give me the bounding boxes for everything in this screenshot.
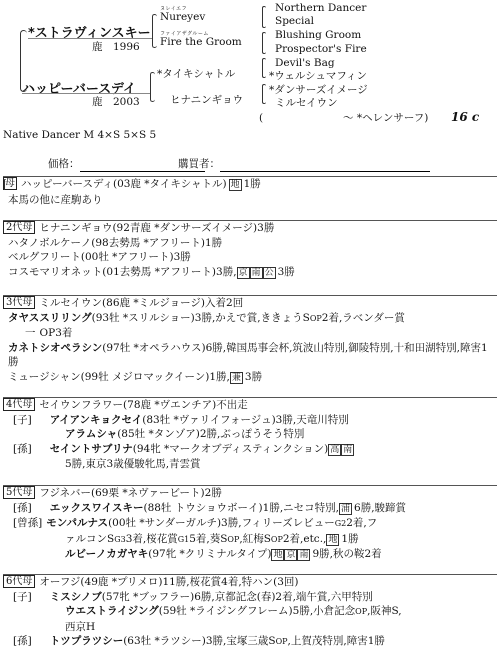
tag-grandchild-5: [孫] (13, 501, 32, 514)
family-line-open: ( (259, 112, 264, 124)
family-number: 16 c (451, 110, 480, 124)
ggen-3: Prospector's Fire (275, 43, 367, 55)
section-2nd-dam (3, 221, 497, 280)
rec-b: 3着,桜花賞 (125, 532, 178, 545)
rule-3 (3, 295, 497, 296)
ggen-5: *ウェルシュマフィン (269, 70, 368, 82)
sixth-dam-child-2-record-3: 西京H (65, 620, 96, 633)
third-dam-foal-1-grade-2: OP (39, 327, 56, 339)
sixth-dam-child-2-row (3, 604, 497, 620)
dam-note: 本馬の他に産駒あり (8, 193, 103, 206)
section-6th-dam (3, 575, 497, 650)
tag-child-6: [子] (13, 590, 32, 603)
fourth-dam-grandchild-name: セイントサブリナ (49, 442, 133, 455)
badge-chi-2: 地 (328, 534, 338, 545)
grade-op-4: OP (275, 637, 288, 646)
badge-ro: 浦 (341, 503, 351, 514)
sixth-dam-child-1-row (3, 590, 497, 605)
rule-6 (3, 574, 497, 575)
tag-great-grandchild: [曾孫] (13, 517, 43, 529)
grade-g2: G2 (334, 519, 347, 528)
dam-bracket (150, 72, 155, 102)
tag-grandchild-6: [孫] (13, 635, 32, 647)
fifth-dam-ggchild-2-name: ルビーノカガヤキ (65, 548, 149, 560)
sire-name: *ストラヴィンスキー (28, 26, 151, 41)
fourth-dam-grandchild-record-2: 5勝,東京3歳優駿牝馬,青雲賞 (65, 458, 201, 470)
fourth-dam-child-1-row (3, 413, 497, 428)
grade-g1: G1 (177, 534, 190, 544)
sixth-dam-child-2-record: (59牡 *ライジングフレーム)5勝,小倉記念 (158, 605, 356, 617)
third-dam-foal-1-record-2: 2着,ラベンダー賞 (321, 311, 405, 324)
grade-op-3: OP (355, 607, 368, 616)
second-dam-foal-3: コスモマリオネット(01去勢馬 *アフリート)3勝, (8, 265, 237, 278)
section-tag-2nd-dam: 2代母 (3, 221, 35, 234)
section-tag-5th-dam: 5代母 (3, 486, 35, 499)
badge-nan-2: 南 (343, 444, 353, 455)
badge: 地 (230, 180, 240, 190)
badge-nan-3: 南 (299, 550, 309, 560)
section-5th-dam (3, 486, 497, 563)
third-dam-foal-3-wins: 3勝 (244, 370, 263, 383)
rule-5 (3, 485, 497, 486)
rec-a: ァルコンS (65, 532, 115, 545)
third-dam-foal-1-grade: OP (309, 313, 322, 323)
badge-kyo: 京 (238, 267, 248, 278)
g3-bracket-4 (262, 84, 266, 104)
g3-bracket-2 (262, 32, 266, 54)
family-line-text: ～ *ヘレンサーフ) (343, 112, 429, 124)
ggen-2: Blushing Groom (275, 29, 362, 41)
fourth-dam-grandchild-record: (94牝 *マークオブディスティンクション) (132, 442, 329, 455)
fifth-dam-grandchild-record-2: 6勝,駿蹄賞 (354, 501, 407, 514)
rec-d: ,紅梅S (239, 532, 271, 545)
second-dam-foal-2: ベルグフリート(00牡 *アフリート)3勝 (8, 251, 191, 263)
fifth-dam-line: フジネバー(69栗 *ネヴァービート)2勝 (39, 487, 222, 499)
badge-chi-3: 地 (273, 550, 283, 560)
rule-4 (3, 397, 497, 398)
section-3rd-dam (3, 296, 497, 385)
section-tag-4th-dam: 4代母 (3, 398, 35, 411)
dam-name: ハッピーバースデイ (22, 82, 137, 97)
sire-sire-name: Nureyev (160, 11, 206, 23)
dam-detail: 鹿 2003 (92, 96, 140, 108)
fifth-dam-grandchild-row (3, 501, 497, 517)
g3-bracket-1 (262, 6, 266, 28)
ggen-7: ミルセイウン (275, 97, 338, 109)
sixth-dam-line: オーフジ(49鹿 *プリメロ)11勝,桜花賞4着,特ハン(3回) (39, 576, 299, 588)
price-label: 価格： (48, 158, 80, 170)
ggen-0: Northern Dancer (275, 2, 367, 14)
fourth-dam-child-2-name: アラムシャ (65, 428, 118, 440)
third-dam-foal-1-record: (93牡 *スリルショー)3勝,かえで賞,ききょうS (91, 311, 310, 324)
rec-c: 5着,葵S (189, 532, 228, 545)
ggen-4: Devil's Bag (275, 57, 335, 69)
fifth-dam-ggchild-1-row2 (3, 532, 497, 548)
second-dam-foal-3-row (3, 265, 497, 281)
sec-marker-1 (4, 179, 6, 190)
sixth-dam-grandchild-row (3, 634, 497, 650)
tag-grandchild: [孫] (13, 442, 32, 455)
sire-sire-ruby: ヌレイエフ (160, 6, 188, 12)
fifth-dam-grandchild-record: (88牡 トウショウボーイ)1勝,ニセコ特別, (143, 501, 340, 514)
sixth-dam-child-2-name: ウエストライジング (65, 605, 159, 617)
badge-kou: 公 (264, 267, 274, 278)
sire-dam-name: Fire the Groom (160, 36, 242, 48)
fifth-dam-ggchild-2-record-2: 9勝,秋の鞍2着 (312, 548, 382, 560)
sixth-dam-grandchild-record: (63牡 *ラツシー)3勝,宝塚三歳S (123, 635, 276, 647)
grade-op-1: OP (227, 534, 240, 544)
section-4th-dam (3, 398, 497, 472)
dam-wins: 1勝 (243, 178, 261, 190)
fifth-dam-ggchild-2-row (3, 547, 497, 563)
buyer-label: 購買者： (178, 158, 220, 170)
grade-op-2: OP (270, 534, 283, 544)
sire-dam-ruby: ファイアザグルーム (160, 31, 209, 37)
rec-f: 1勝 (341, 532, 359, 545)
section-tag-6th-dam: 6代母 (3, 575, 35, 588)
tag-child: [子] (13, 413, 32, 426)
g3-bracket-3 (262, 58, 266, 78)
buyer-field[interactable] (178, 157, 430, 172)
third-dam-foal-1-name: タヤススリリング (8, 311, 92, 324)
second-dam-line: ヒナニンギョウ(92青鹿 *ダンサーズイメージ)3勝 (39, 222, 275, 234)
fourth-dam-child-2-record: (85牡 *タンゾア)2勝,ぶっぽうそう特別 (117, 428, 305, 440)
rule-2 (3, 220, 497, 221)
rec-e: 2着,etc., (282, 532, 327, 545)
main-bracket (20, 30, 27, 92)
sire-detail: 鹿 1996 (92, 41, 140, 53)
fourth-dam-child-1-name: アイアンキョクセイ (49, 413, 143, 426)
third-dam-foal-2-row (3, 341, 497, 370)
sixth-dam-child-1-name: ミスシノブ (49, 590, 102, 603)
section-tag-dam: 母 (5, 178, 15, 189)
third-dam-foal-2-name: カネトシオペラシン (8, 341, 103, 354)
third-dam-foal-3-row (3, 370, 497, 386)
sire-bracket (152, 14, 157, 48)
fourth-dam-child-2-row (3, 427, 497, 442)
fifth-dam-ggchild-1-row (3, 516, 497, 532)
sixth-dam-grandchild-name: トツプラツシー (49, 635, 124, 647)
third-dam-foal-1-row2: 一 OP3着 (25, 327, 73, 339)
badge-ka: 兼 (231, 372, 241, 383)
sixth-dam-child-2-record-2: ,阪神S, (367, 605, 402, 617)
second-dam-foal-3-wins: 3勝 (277, 265, 295, 278)
fifth-dam-ggchild-1-record: (00牡 *サンダーガルチ)3勝,フィリーズレビュー (108, 517, 335, 529)
fifth-dam-ggchild-1-record-2: 2着,フ (346, 517, 378, 529)
ggen-6: *ダンサーズイメージ (269, 84, 368, 96)
third-dam-line: ミルセイウン(86鹿 *ミルジョージ)入着2回 (39, 297, 244, 309)
dam-dam-name: ヒナニンギョウ (170, 94, 244, 106)
third-dam-foal-1-record-3: 3着 (55, 327, 73, 339)
badge-nan: 南 (251, 267, 261, 278)
badge-kou2: 高 (330, 444, 340, 455)
second-dam-foal-1: ハタノボルケーノ(98去勢馬 *アフリート)1勝 (8, 236, 223, 249)
sire-underline (28, 38, 152, 39)
fifth-dam-grandchild-name: エックスワイスキー (49, 501, 144, 514)
dam-underline (22, 93, 150, 94)
dam-line: ハッピーバースディ(03鹿 *タイキシャトル) (21, 178, 227, 190)
ggen-1: Special (275, 15, 314, 27)
sixth-dam-child-1-record: (57牝 *ブッフラー)6勝,京都記念(春)2着,端午賞,六甲特別 (101, 590, 373, 603)
section-tag-3rd-dam: 3代母 (3, 296, 35, 309)
section-dam (3, 177, 497, 207)
sixth-dam-grandchild-record-2: ,上賀茂特別,障害1勝 (287, 635, 385, 647)
badge-kyo-2: 京 (286, 550, 296, 560)
fourth-dam-grandchild-row (3, 442, 497, 458)
grade-g3: G3 (114, 534, 126, 544)
rule-1 (3, 176, 497, 177)
third-dam-foal-3: ミュージシャン(99牡 メジロマックイーン)1勝, (8, 370, 230, 383)
fourth-dam-child-1-record: (83牡 *ヴァリイフォージュ)3勝,天竜川特別 (142, 413, 349, 426)
fifth-dam-ggchild-1-name: モンパルナス (46, 517, 109, 529)
buyer-input-line[interactable] (220, 159, 430, 172)
fifth-dam-ggchild-2-record: (97牝 *クリミナルタイプ) (148, 548, 272, 560)
third-dam-foal-2-record: (97牡 *オペラハウス)6勝,韓国馬事会杯,筑波山特別,御陵特別,十和田湖特別,障害1勝 (8, 341, 488, 368)
inbreeding-note: Native Dancer M 4×S 5×S 5 (3, 129, 157, 141)
dam-sire-name: *タイキシャトル (157, 68, 236, 80)
third-dam-foal-1-row (3, 311, 497, 327)
fourth-dam-line: セイウンフラワー(78鹿 *ヴエンチア)不出走 (39, 399, 248, 411)
